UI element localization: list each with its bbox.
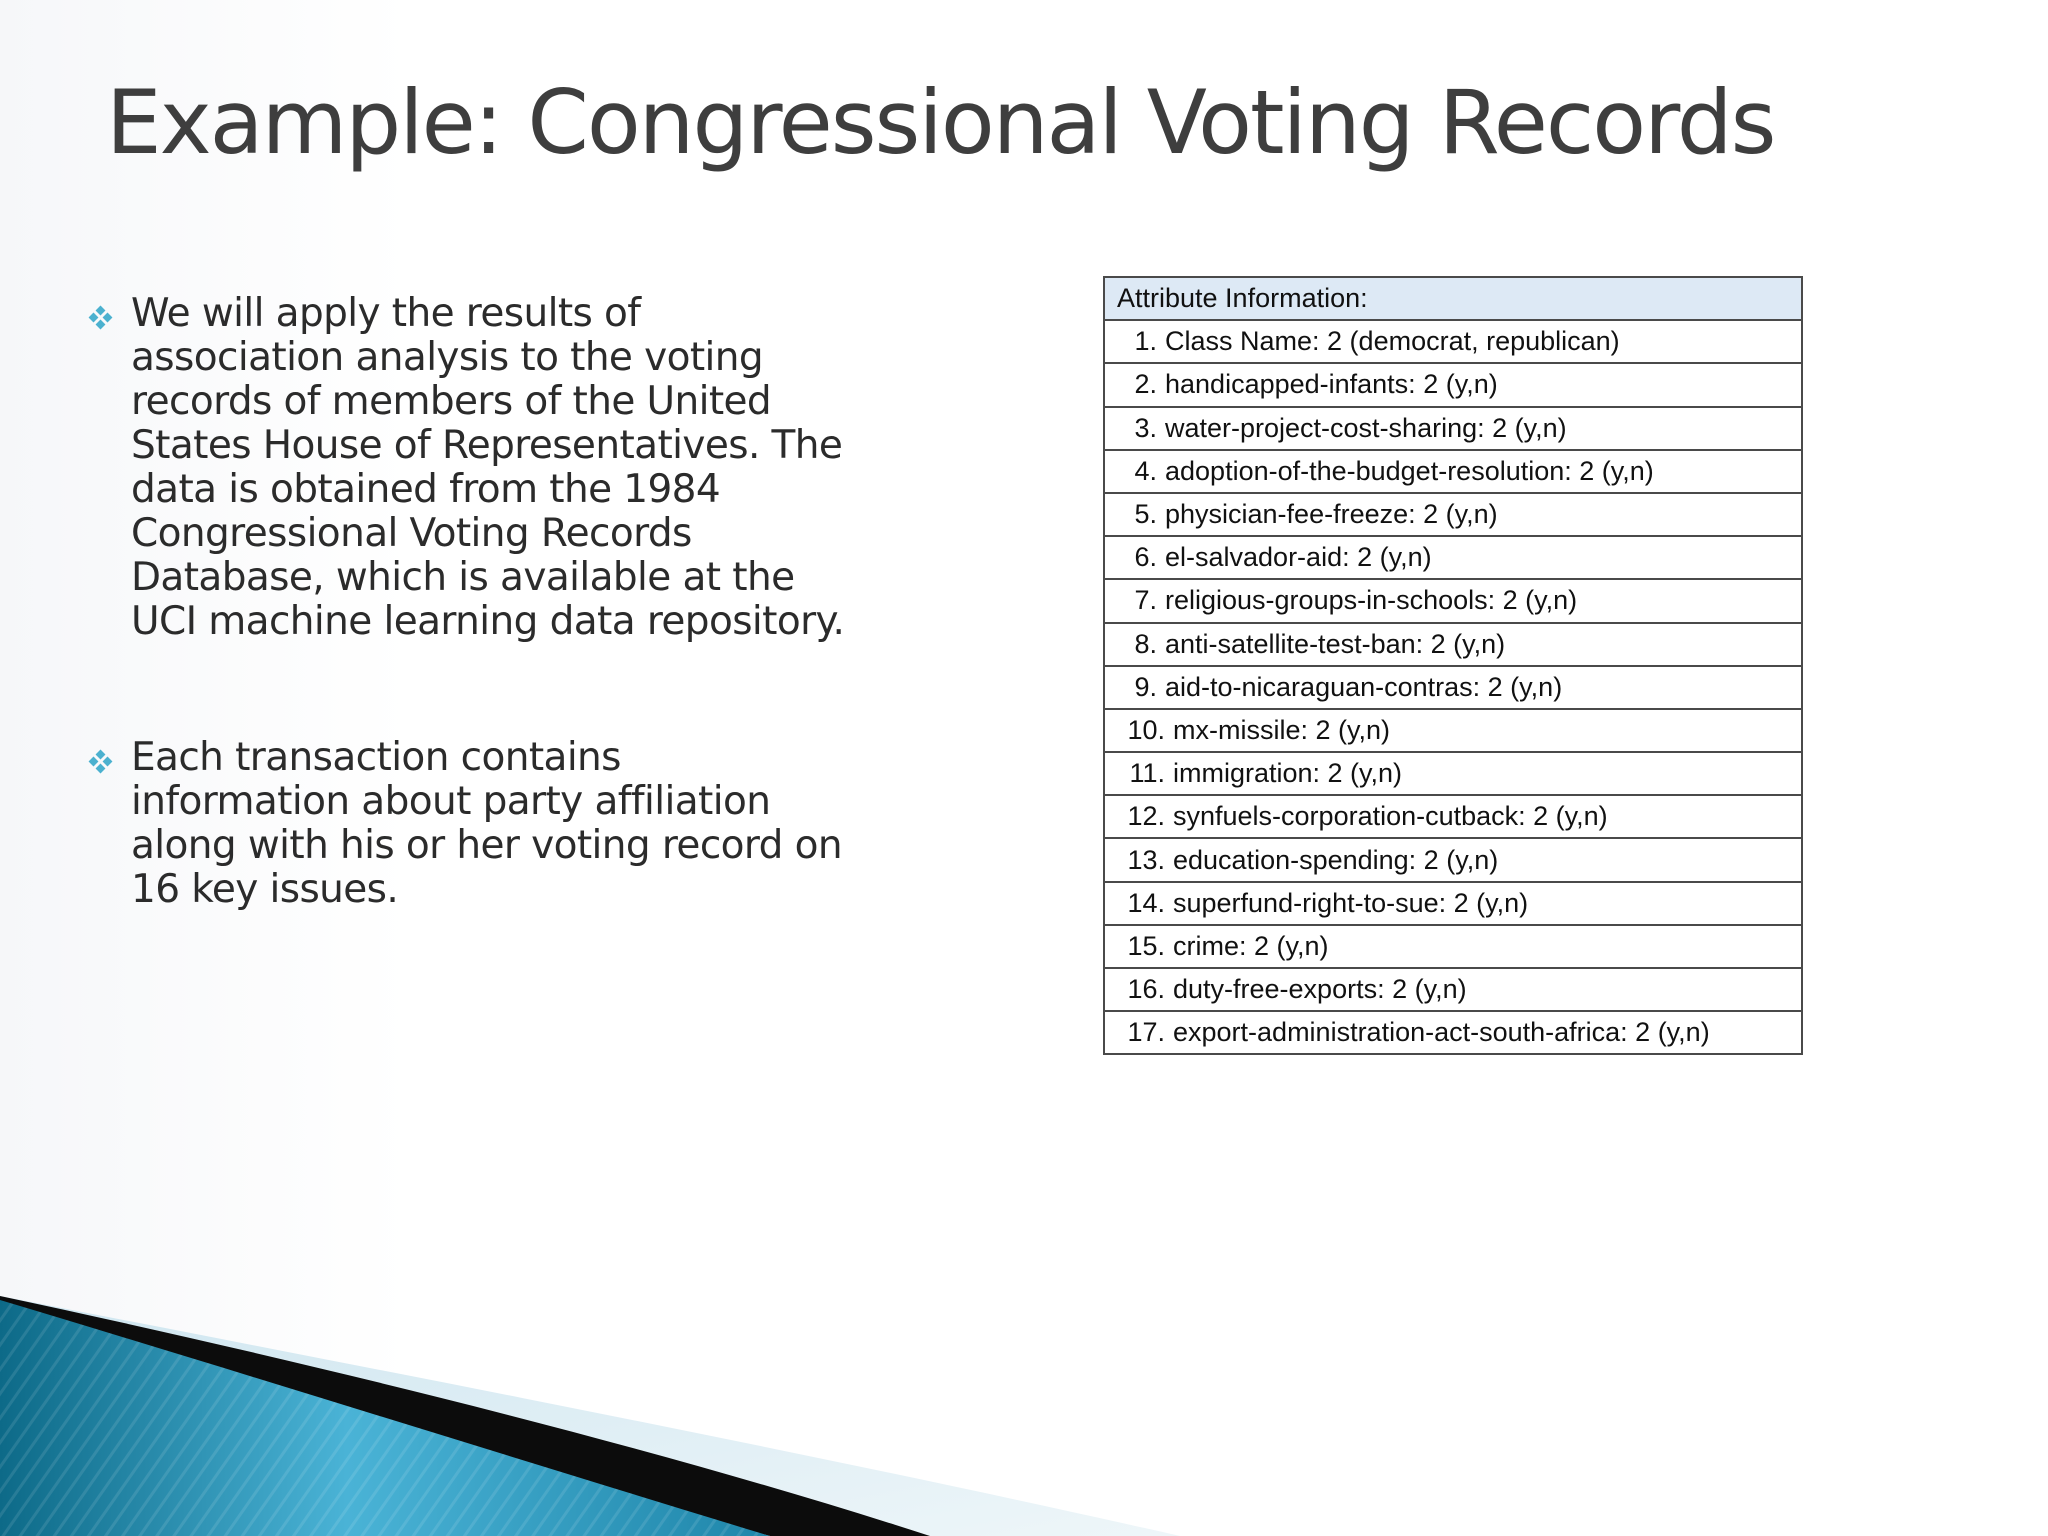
row-text: immigration: 2 (y,n) bbox=[1173, 758, 1403, 789]
table-cell bbox=[1104, 882, 1802, 925]
bullet-text: Each transaction contains information about party affiliation along with his or her voting record on 16 key issues. bbox=[131, 735, 843, 912]
row-text: superfund-right-to-sue: 2 (y,n) bbox=[1173, 887, 1529, 918]
row-number: 6. bbox=[1134, 542, 1157, 573]
row-number: 3. bbox=[1134, 412, 1157, 443]
table-cell bbox=[1104, 363, 1802, 406]
row-text: crime: 2 (y,n) bbox=[1173, 930, 1329, 961]
table-row bbox=[1104, 752, 1802, 795]
table-cell bbox=[1104, 709, 1802, 752]
row-number: 16. bbox=[1127, 974, 1165, 1005]
table-cell bbox=[1104, 536, 1802, 579]
table-row bbox=[1104, 450, 1802, 493]
table-header-row bbox=[1104, 277, 1802, 320]
table-row bbox=[1104, 407, 1802, 450]
diamond-bullet-icon bbox=[88, 305, 114, 331]
row-number: 7. bbox=[1134, 585, 1157, 616]
table-cell bbox=[1104, 925, 1802, 968]
row-number: 11. bbox=[1129, 758, 1165, 789]
row-text: adoption-of-the-budget-resolution: 2 (y,n) bbox=[1165, 455, 1654, 486]
row-number: 8. bbox=[1134, 628, 1157, 659]
table-header: Attribute Information: bbox=[1104, 277, 1802, 320]
slide-title: Example: Congressional Voting Records bbox=[106, 71, 1775, 174]
table-row bbox=[1104, 363, 1802, 406]
bullet-item bbox=[88, 736, 848, 912]
row-text: aid-to-nicaraguan-contras: 2 (y,n) bbox=[1165, 671, 1563, 702]
row-number: 13. bbox=[1127, 844, 1165, 875]
table-row bbox=[1104, 1011, 1802, 1054]
row-text: mx-missile: 2 (y,n) bbox=[1173, 714, 1391, 745]
row-text: duty-free-exports: 2 (y,n) bbox=[1173, 974, 1467, 1005]
row-text: el-salvador-aid: 2 (y,n) bbox=[1165, 542, 1432, 573]
table-row bbox=[1104, 795, 1802, 838]
row-number: 9. bbox=[1134, 671, 1157, 702]
row-number: 4. bbox=[1134, 455, 1157, 486]
row-text: export-administration-act-south-africa: 2 (y,n) bbox=[1173, 1017, 1710, 1048]
table-row bbox=[1104, 493, 1802, 536]
row-text: anti-satellite-test-ban: 2 (y,n) bbox=[1165, 628, 1506, 659]
table-row bbox=[1104, 320, 1802, 363]
row-text: synfuels-corporation-cutback: 2 (y,n) bbox=[1173, 801, 1608, 832]
table-cell bbox=[1104, 795, 1802, 838]
row-number: 15. bbox=[1127, 930, 1165, 961]
table-row bbox=[1104, 882, 1802, 925]
table-cell bbox=[1104, 450, 1802, 493]
table-row bbox=[1104, 709, 1802, 752]
bullet-text: We will apply the results of association analysis to the voting records of members of the United States House of Representatives. The data is obtained from the 1984 Congressional Voting Records Database, which is available at the UCI machine learning data repository. bbox=[131, 291, 845, 644]
row-number: 17. bbox=[1127, 1017, 1165, 1048]
table-cell bbox=[1104, 623, 1802, 666]
row-number: 14. bbox=[1127, 887, 1165, 918]
table-row bbox=[1104, 838, 1802, 881]
row-number: 12. bbox=[1127, 801, 1165, 832]
bullet-item bbox=[88, 292, 848, 644]
row-text: handicapped-infants: 2 (y,n) bbox=[1165, 369, 1498, 400]
diamond-bullet-icon bbox=[88, 749, 114, 775]
table-cell bbox=[1104, 407, 1802, 450]
row-number: 10. bbox=[1127, 714, 1165, 745]
row-text: physician-fee-freeze: 2 (y,n) bbox=[1165, 499, 1498, 530]
row-number: 5. bbox=[1134, 499, 1157, 530]
table-row bbox=[1104, 968, 1802, 1011]
table-cell bbox=[1104, 838, 1802, 881]
row-text: Class Name: 2 (democrat, republican) bbox=[1165, 326, 1620, 357]
table-row bbox=[1104, 579, 1802, 622]
table-cell bbox=[1104, 968, 1802, 1011]
row-number: 1. bbox=[1134, 326, 1157, 357]
table-cell bbox=[1104, 579, 1802, 622]
table-cell bbox=[1104, 752, 1802, 795]
table-cell bbox=[1104, 666, 1802, 709]
table-row bbox=[1104, 666, 1802, 709]
table-cell bbox=[1104, 320, 1802, 363]
table-row bbox=[1104, 623, 1802, 666]
table-cell bbox=[1104, 1011, 1802, 1054]
row-text: education-spending: 2 (y,n) bbox=[1173, 844, 1499, 875]
row-text: religious-groups-in-schools: 2 (y,n) bbox=[1165, 585, 1578, 616]
bullet-list bbox=[88, 292, 848, 912]
table-cell bbox=[1104, 493, 1802, 536]
table-row bbox=[1104, 925, 1802, 968]
row-number: 2. bbox=[1134, 369, 1157, 400]
row-text: water-project-cost-sharing: 2 (y,n) bbox=[1165, 412, 1567, 443]
table-row bbox=[1104, 536, 1802, 579]
attribute-table bbox=[1103, 276, 1803, 1055]
